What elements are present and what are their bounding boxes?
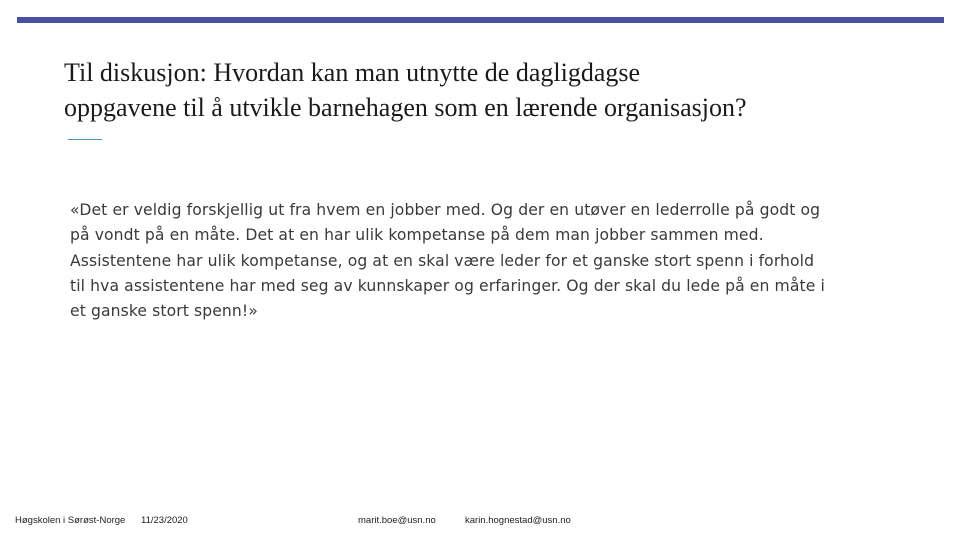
slide-title-line: oppgavene til å utvikle barnehagen som en lærende organisasjon? — [64, 93, 747, 122]
quote-line: Assistentene har ulik kompetanse, og at en skal være leder for et ganske stort spenn i forhold — [70, 251, 815, 270]
slide-title — [64, 55, 924, 125]
quote-line: «Det er veldig forskjellig ut fra hvem en jobber med. Og der en utøver en lederrolle på godt og — [70, 201, 821, 219]
footer-organization: Høgskolen i Sørøst-Norge — [15, 515, 126, 526]
footer-email-karin[interactable]: karin.hognestad@usn.no — [465, 515, 571, 526]
quote-line: et ganske stort spenn!» — [70, 302, 258, 321]
top-accent-bar — [17, 17, 944, 23]
quote-line: til hva assistentene har med seg av kunnskaper og erfaringer. Og der skal du lede på en måte i — [70, 276, 825, 295]
quote-line: på vondt på en måte. Det at en har ulik kompetanse på dem man jobber sammen med. — [70, 226, 764, 245]
title-underline-rule — [68, 139, 102, 140]
quote-block — [70, 198, 890, 324]
slide-title-line: Til diskusjon: Hvordan kan man utnytte de dagligdagse — [64, 58, 641, 87]
footer-date: 11/23/2020 — [141, 515, 188, 526]
footer-email-marit[interactable]: marit.boe@usn.no — [358, 515, 436, 526]
